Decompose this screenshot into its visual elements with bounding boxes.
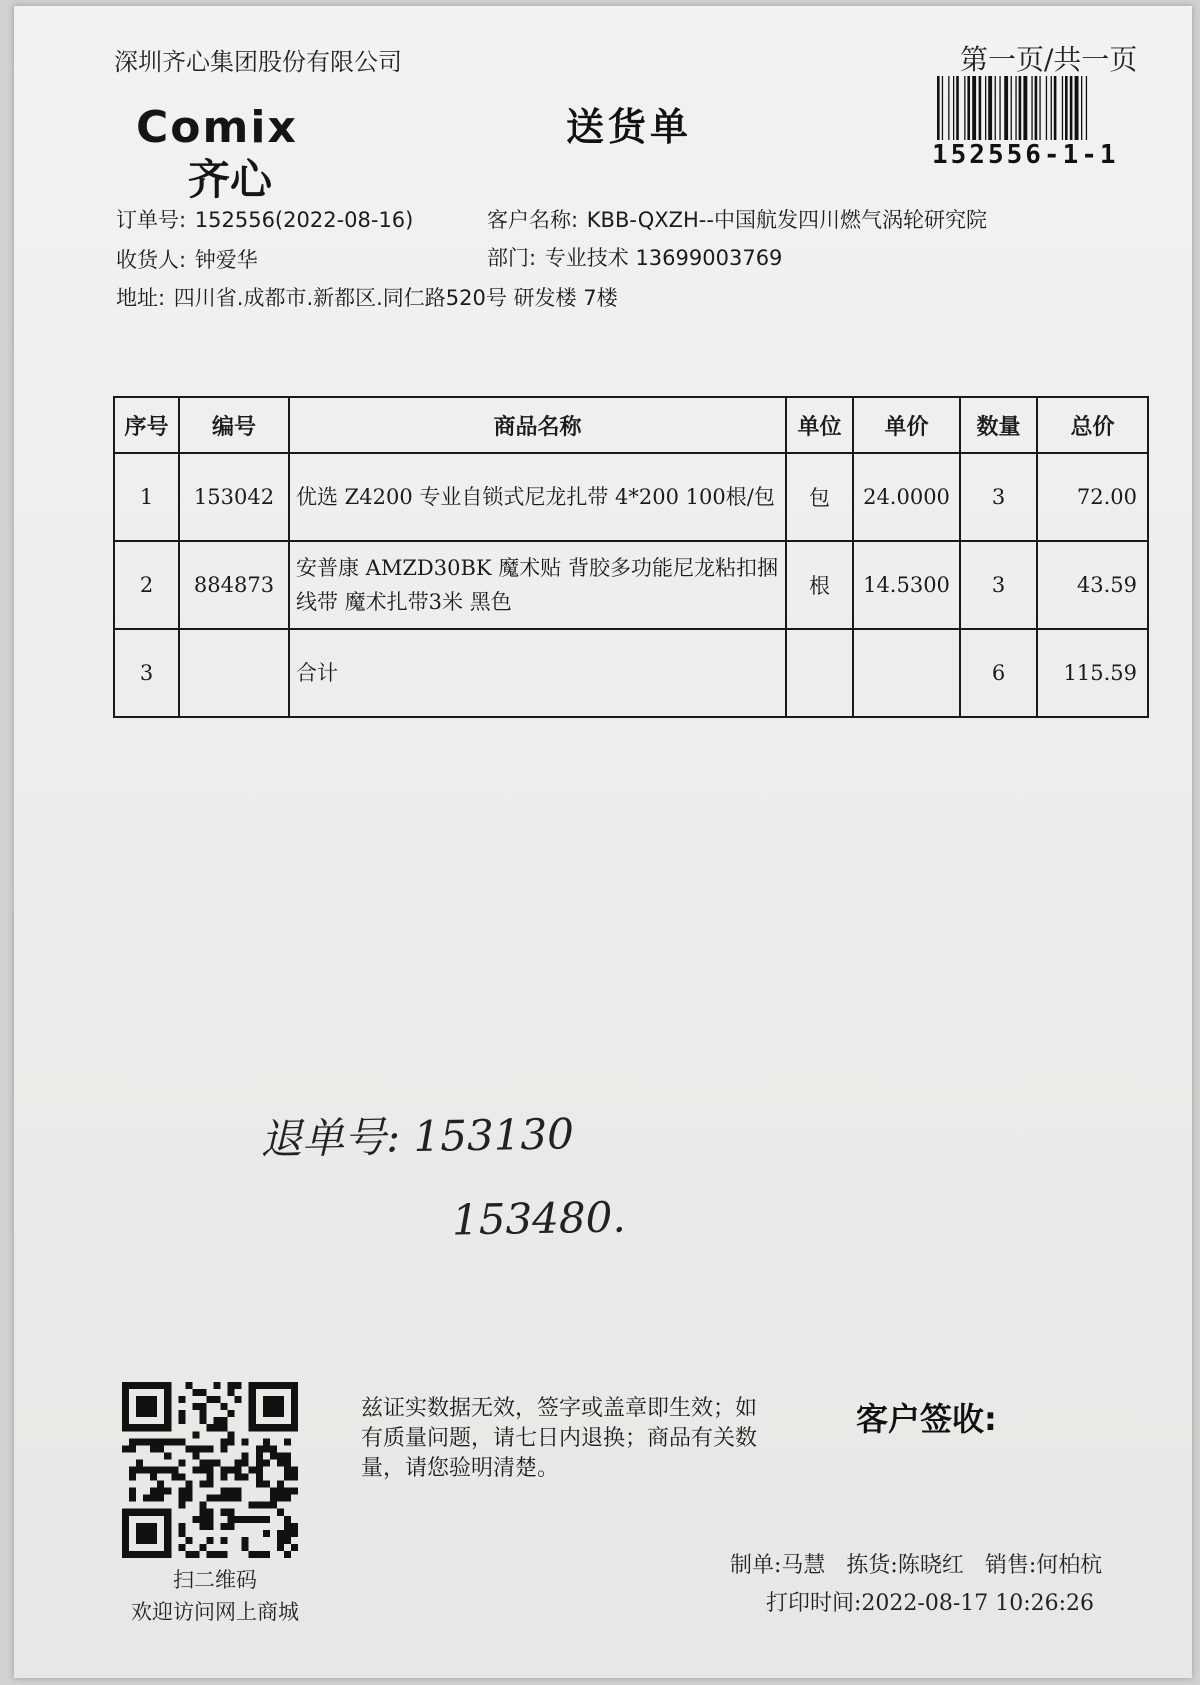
- header-total: 总价: [1037, 397, 1148, 453]
- department-value: 专业技术 13699003769: [544, 246, 783, 270]
- header-unit: 单位: [786, 397, 853, 453]
- table-row: [114, 541, 1148, 629]
- cell-code: [179, 629, 289, 717]
- qr-code-icon: [122, 1382, 298, 1558]
- picker: 拣货:陈晓红: [846, 1553, 964, 1578]
- notice-text: 兹证实数据无效，签字或盖章即生效；如有质量问题，请七日内退换；商品有关数量，请您验明清楚。: [361, 1396, 758, 1481]
- header-seq: 序号: [114, 397, 179, 453]
- page-indicator: 第一页/共一页: [960, 43, 1138, 76]
- cell-unit-price: 14.5300: [853, 541, 960, 629]
- logo-brand-text: Comix: [136, 102, 298, 153]
- cell-seq: 2: [114, 541, 179, 629]
- cell-total: 72.00: [1037, 453, 1148, 541]
- cell-quantity: 6: [960, 629, 1037, 717]
- cell-unit: 根: [786, 541, 853, 629]
- print-time: 打印时间:2022-08-17 10:26:26: [766, 1591, 1095, 1616]
- receiver-value: 钟爱华: [194, 248, 258, 272]
- delivery-note-paper: [14, 6, 1192, 1678]
- customer-name-label: 客户名称:: [487, 208, 579, 232]
- items-table: [113, 396, 1149, 718]
- qr-caption-line-2: 欢迎访问网上商城: [131, 1600, 299, 1624]
- handwritten-return-number: 退单号: 153130: [259, 1109, 575, 1164]
- comix-logo: [136, 102, 366, 202]
- company-name: 深圳齐心集团股份有限公司: [114, 48, 402, 76]
- table-row: [114, 453, 1148, 541]
- header-code: 编号: [179, 397, 289, 453]
- address: [116, 282, 618, 312]
- cell-quantity: 3: [960, 541, 1037, 629]
- order-number-label: 订单号:: [116, 208, 187, 232]
- header-product-name: 商品名称: [289, 397, 786, 453]
- cell-unit-price: 24.0000: [853, 453, 960, 541]
- qr-caption: [110, 1564, 320, 1628]
- cell-seq: 1: [114, 453, 179, 541]
- cell-unit: [786, 629, 853, 717]
- maker: 制单:马慧: [730, 1553, 826, 1578]
- qr-caption-line-1: 扫二维码: [173, 1568, 257, 1592]
- header-unit-price: 单价: [853, 397, 960, 453]
- barcode-icon: [935, 76, 1147, 140]
- table-header-row: [114, 397, 1148, 453]
- cell-quantity: 3: [960, 453, 1037, 541]
- address-label: 地址:: [116, 286, 166, 310]
- cell-total: 115.59: [1037, 629, 1148, 717]
- order-number-value: 152556(2022-08-16): [194, 208, 414, 232]
- cell-product-name: 合计: [289, 629, 786, 717]
- cell-seq: 3: [114, 629, 179, 717]
- cell-code: 884873: [179, 541, 289, 629]
- department-label: 部门:: [487, 246, 537, 270]
- handwritten-return-number-2: 153480.: [451, 1192, 627, 1245]
- receiver-label: 收货人:: [116, 248, 187, 272]
- cell-unit-price: [853, 629, 960, 717]
- department: [487, 242, 782, 272]
- cell-product-name: 安普康 AMZD30BK 魔术贴 背胶多功能尼龙粘扣捆线带 魔术扎带3米 黑色: [289, 541, 786, 629]
- logo-brand-cn-text: 齐心: [188, 155, 273, 202]
- table-row-total: [114, 629, 1148, 717]
- cell-unit: 包: [786, 453, 853, 541]
- cell-total: 43.59: [1037, 541, 1148, 629]
- sales: 销售:何柏杭: [984, 1553, 1103, 1578]
- customer-name-value: KBB-QXZH--中国航发四川燃气涡轮研究院: [586, 208, 987, 232]
- barcode-number: 152556-1-1: [932, 140, 1119, 170]
- cell-code: 153042: [179, 453, 289, 541]
- order-number: [116, 204, 413, 234]
- customer-signature-label: 客户签收:: [856, 1400, 997, 1438]
- staff-line: [730, 1548, 1102, 1579]
- address-value: 四川省.成都市.新都区.同仁路520号 研发楼 7楼: [173, 286, 618, 310]
- document-title: 送货单: [566, 105, 693, 149]
- customer-name: [487, 204, 987, 234]
- receiver: [116, 244, 258, 274]
- header-quantity: 数量: [960, 397, 1037, 453]
- cell-product-name: 优选 Z4200 专业自锁式尼龙扎带 4*200 100根/包: [289, 453, 786, 541]
